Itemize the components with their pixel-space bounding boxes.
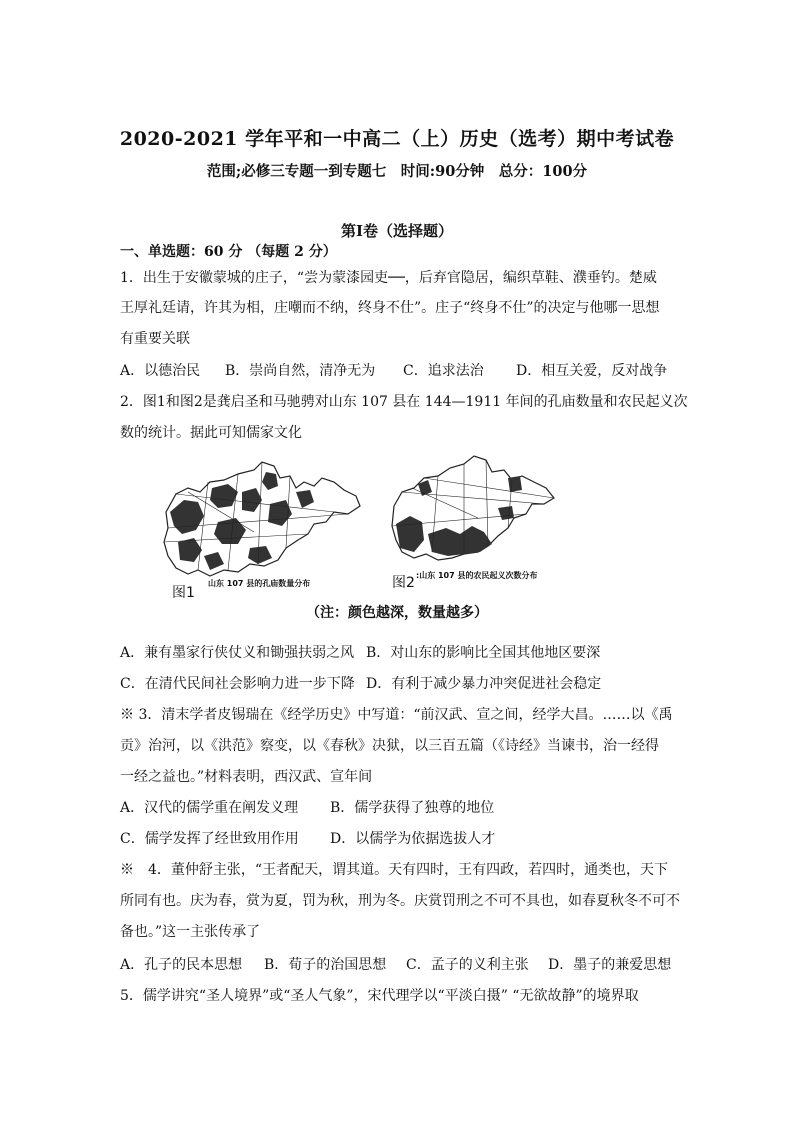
figure1-label: 图1 — [172, 585, 195, 601]
page-title: 2020-2021 学年平和一中高二（上）历史（选考）期中考试卷 — [119, 128, 675, 150]
page-subtitle: 范围;必修三专题一到专题七 时间:90分钟 总分：100分 — [206, 163, 588, 180]
q1-option-d: D．相互关爱，反对战争 — [516, 363, 668, 379]
q4-option-a: A．孔子的民本思想 — [120, 957, 243, 973]
q1-option-b: B．崇尚自然，清净无为 — [225, 363, 376, 379]
q1-line-2: 王厚礼廷请，许其为相，庄嘲而不纳，终身不仕”。庄子“终身不仕”的决定与他哪一思想 — [120, 300, 660, 316]
q3-option-a: A．汉代的儒学重在阐发义理 — [120, 800, 299, 816]
q1-option-c: C．追求法治 — [403, 363, 484, 379]
q3-line-2: 贡》治河，以《洪范》察变，以《春秋》决狱，以三百五篇（《诗经》当谏书，治一经得 — [120, 738, 659, 754]
part-heading: 一、单选题：60 分 （每题 2 分） — [120, 244, 337, 260]
figure2-label: 图2 — [392, 575, 415, 591]
q4-line-3: 备也。”这一主张传承了 — [120, 924, 261, 940]
q1-option-a: A．以德治民 — [120, 363, 201, 379]
q2-line-2: 数的统计。据此可知儒家文化 — [120, 425, 302, 441]
section-title: 第Ⅰ卷（选择题） — [340, 222, 454, 240]
q3-option-d: D．以儒学为依据选拔人才 — [330, 831, 496, 847]
q1-line-1: 1．出生于安徽蒙城的庄子，“尝为蒙漆园吏──，后弃官隐居，编织草鞋、濮垂钓。楚威 — [120, 270, 657, 286]
q3-option-b: B．儒学获得了独尊的地位 — [330, 800, 495, 816]
q3-option-c: C．儒学发挥了经世致用作用 — [120, 831, 299, 847]
figure1-caption: 山东 107 县的孔庙数量分布 — [208, 579, 311, 588]
q2-option-b: B．对山东的影响比全国其他地区要深 — [366, 645, 601, 661]
q2-option-a: A．兼有墨家行侠仗义和锄强扶弱之风 — [120, 645, 355, 661]
q4-line-1: ※ 4．董仲舒主张，“王者配天，谓其道。天有四时，王有四政，若四时，通类也，天下 — [120, 862, 669, 878]
q5-line-1: 5．儒学讲究“圣人境界”或“圣人气象”，宋代理学以“平淡白摄” “无欲故静”的境界取 — [120, 988, 639, 1004]
figure1-map — [158, 452, 364, 592]
figure2-caption: :山东 107 县的农民起义次数分布 — [416, 571, 538, 580]
q4-option-c: C．孟子的义利主张 — [406, 957, 529, 973]
q3-line-3: 一经之益也。”材料表明，西汉武、宣年间 — [120, 769, 373, 785]
q2-option-c: C．在清代民间社会影响力进一步下降 — [120, 676, 355, 692]
q4-option-b: B．荀子的治国思想 — [264, 957, 387, 973]
q1-line-3: 有重要关联 — [120, 331, 190, 347]
figure2-map — [388, 448, 558, 576]
q3-line-1: ※ 3．清末学者皮锡瑞在《经学历史》中写道：“前汉武、宣之间，经学大昌。……以《禹 — [120, 707, 673, 723]
q4-option-d: D．墨子的兼爱思想 — [548, 957, 672, 973]
q4-line-2: 所同有也。庆为春，赏为夏，罚为秋，刑为冬。庆赏罚刑之不可不具也，如春夏秋冬不可不 — [120, 893, 680, 909]
q2-option-d: D．有利于减少暴力冲突促进社会稳定 — [366, 676, 602, 692]
figure-note: （注：颜色越深，数量越多） — [306, 605, 488, 621]
q2-line-1: 2．图1和图2是龚启圣和马驰骋对山东 107 县在 144—1911 年间的孔庙数量和农民起义次 — [120, 394, 688, 410]
